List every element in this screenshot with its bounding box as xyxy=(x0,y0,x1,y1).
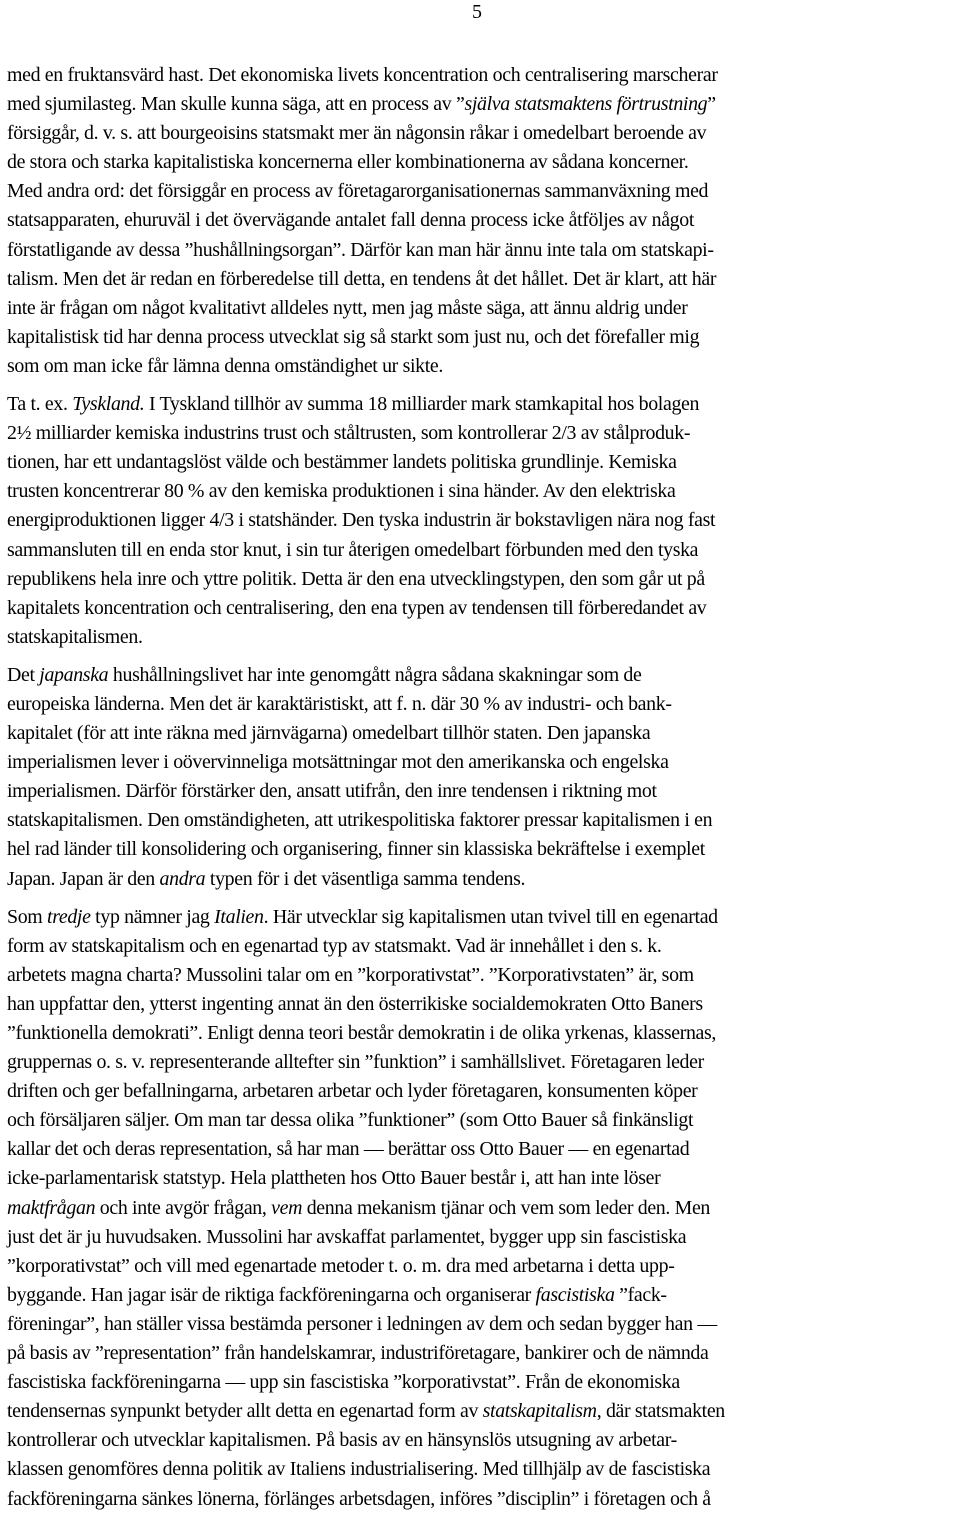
text-run: tionen, har ett undantagslöst välde och bestämmer landets politiska grundlinje. Kemiska xyxy=(7,451,677,474)
text-run: imperialismen. Därför förstärker den, ansatt utifrån, den inre tendensen i riktning mot xyxy=(7,780,657,803)
text-run: kapitalet (för att inte räkna med järnvägarna) omedelbart tillhör staten. Den japanska xyxy=(7,722,651,745)
text-run: fackföreningarna sänkes lönerna, förlänges arbetsdagen, införes ”disciplin” i företagen och å xyxy=(7,1487,711,1510)
paragraph xyxy=(7,903,959,1514)
text-run: Det xyxy=(7,663,40,686)
text-line xyxy=(7,1368,953,1397)
text-run: , där statsmakten xyxy=(596,1400,725,1423)
text-run: gruppernas o. s. v. representerande alltefter sin ”funktion” i samhällslivet. Företagaren leder xyxy=(7,1051,704,1074)
text-line xyxy=(7,1281,953,1310)
text-run: europeiska länderna. Men det är karaktäristiskt, att f. n. där 30 % av industri- och bank- xyxy=(7,692,672,715)
text-line xyxy=(7,990,953,1019)
text-run: talism. Men det är redan en förberedelse till detta, en tendens åt det hållet. Det är klart, att här xyxy=(7,267,717,290)
text-run: . Här utvecklar sig kapitalismen utan tvivel till en egenartad xyxy=(263,905,718,928)
text-line xyxy=(7,1485,953,1514)
text-run: 2½ milliarder kemiska industrins trust och ståltrusten, som kontrollerar 2/3 av stålproduk- xyxy=(7,422,691,445)
text-run: och försäljaren säljer. Om man tar dessa olika ”funktioner” (som Otto Bauer så finkänsligt xyxy=(7,1109,694,1132)
text-line xyxy=(7,236,953,265)
page-number: 5 xyxy=(472,1,482,23)
text-line xyxy=(7,477,953,506)
text-line xyxy=(7,1135,953,1164)
text-run: kallar det och deras representation, så har man — berättar oss Otto Bauer — en egenartad xyxy=(7,1138,690,1161)
paragraph xyxy=(7,390,959,652)
paragraph xyxy=(7,61,959,381)
text-run: byggande. Han jagar isär de riktiga fackföreningarna och organiserar xyxy=(7,1283,536,1306)
text-run: hushållningslivet har inte genomgått några sådana skakningar som de xyxy=(108,663,642,686)
italic-text: statskapitalism xyxy=(482,1400,597,1423)
paragraph-gap xyxy=(7,894,959,903)
italic-text: vem xyxy=(271,1196,303,1219)
italic-text: Italien xyxy=(214,905,264,928)
text-line xyxy=(7,352,953,381)
text-line xyxy=(7,294,953,323)
text-line xyxy=(7,623,953,652)
text-run: ”korporativstat” och vill med egenartade metoder t. o. m. dra med arbetarna i detta upp- xyxy=(7,1254,675,1277)
text-line xyxy=(7,1048,953,1077)
text-run: Ta t. ex. xyxy=(7,393,73,416)
text-run: med en fruktansvärd hast. Det ekonomiska livets koncentration och centralisering marscherar xyxy=(7,64,718,86)
text-run: och inte avgör frågan, xyxy=(95,1196,272,1219)
text-run: just det är ju huvudsaken. Mussolini har avskaffat parlamentet, bygger upp sin fascistiska xyxy=(7,1225,687,1248)
text-run: kontrollerar och utvecklar kapitalismen. På basis av en hänsynslös utsugning av arbetar- xyxy=(7,1429,677,1452)
text-line xyxy=(7,119,953,148)
text-line xyxy=(7,1339,953,1368)
text-run: med sjumilasteg. Man skulle kunna säga, att en process av ” xyxy=(7,93,465,116)
text-run: icke-parlamentarisk statstyp. Hela plattheten hos Otto Bauer består i, att han inte löser xyxy=(7,1167,661,1190)
text-line xyxy=(7,61,953,90)
text-run: på basis av ”representation” från handelskamrar, industriföretagare, bankirer och de nämnda xyxy=(7,1342,709,1365)
text-line xyxy=(7,390,953,419)
paragraph xyxy=(7,661,959,894)
text-line xyxy=(7,748,953,777)
text-run: arbetets magna charta? Mussolini talar om en ”korporativstat”. ”Korporativstaten” är, som xyxy=(7,963,694,986)
text-line xyxy=(7,1426,953,1455)
text-line xyxy=(7,865,953,894)
text-run: energiproduktionen ligger 4/3 i statshänder. Den tyska industrin är bokstavligen nära nog fast xyxy=(7,509,716,532)
text-run: republikens hela inre och yttre politik. Detta är den ena utvecklingstypen, den som går ut på xyxy=(7,567,705,590)
text-line xyxy=(7,1106,953,1135)
text-line xyxy=(7,206,953,235)
text-run: driften och ger befallningarna, arbetaren arbetar och lyder företagaren, konsumenten köper xyxy=(7,1080,698,1103)
text-run: han uppfattar den, ytterst ingenting annat än den österrikiske socialdemokraten Otto Baners xyxy=(7,992,703,1015)
body-text xyxy=(7,61,959,1514)
text-run: Japan. Japan är den xyxy=(7,867,160,890)
text-run: form av statskapitalism och en egenartad typ av statsmakt. Vad är innehållet i den s. k. xyxy=(7,934,662,957)
text-line xyxy=(7,961,953,990)
italic-text: Tyskland. xyxy=(72,393,145,416)
text-run: inte är frågan om något kvalitativt alldeles nytt, men jag måste säga, att ännu aldrig under xyxy=(7,296,688,319)
text-run: förstatligande av dessa ”hushållningsorgan”. Därför kan man här ännu inte tala om statskapi- xyxy=(7,238,714,261)
text-run: de stora och starka kapitalistiska koncernerna eller kombinationerna av sådana koncerner. xyxy=(7,151,689,174)
text-line xyxy=(7,835,953,864)
text-run: trusten koncentrerar 80 % av den kemiska produktionen i sina händer. Av den elektriska xyxy=(7,480,676,503)
text-line xyxy=(7,1455,953,1484)
text-run: typ nämner jag xyxy=(90,905,215,928)
text-run: tendensernas synpunkt betyder allt detta en egenartad form av xyxy=(7,1400,483,1423)
text-run: kapitalets koncentration och centralisering, den ena typen av tendensen till förberedandet av xyxy=(7,596,707,619)
text-run: typen för i det väsentliga samma tendens. xyxy=(205,867,526,890)
text-line xyxy=(7,690,953,719)
text-line xyxy=(7,1310,953,1339)
text-run: Som xyxy=(7,905,48,928)
text-run: klassen genomföres denna politik av Italiens industrialisering. Med tillhjälp av de fascistiska xyxy=(7,1458,711,1481)
text-line xyxy=(7,448,953,477)
text-line xyxy=(7,506,953,535)
text-line xyxy=(7,932,953,961)
italic-text: maktfrågan xyxy=(7,1196,96,1219)
text-line xyxy=(7,536,953,565)
italic-text: själva statsmaktens förtrustning xyxy=(464,93,708,116)
text-line xyxy=(7,148,953,177)
text-run: ”fack- xyxy=(614,1283,667,1306)
text-run: hel rad länder till konsolidering och organisering, finner sin klassiska bekräftelse i exemplet xyxy=(7,838,705,861)
text-run: kapitalistisk tid har denna process utvecklat sig så starkt som just nu, och det förefaller mig xyxy=(7,325,700,348)
text-run: imperialismen lever i oövervinneliga motsättningar mot den amerikanska och engelska xyxy=(7,751,669,774)
text-run: försiggår, d. v. s. att bourgeoisins statsmakt mer än någonsin råkar i omedelbart beroende av xyxy=(7,122,707,145)
italic-text: fascistiska xyxy=(535,1283,615,1306)
text-line xyxy=(7,90,953,119)
text-line xyxy=(7,1397,953,1426)
paragraph-gap xyxy=(7,381,959,390)
text-line xyxy=(7,903,953,932)
text-run: statskapitalismen. Den omständigheten, att utrikespolitiska faktorer pressar kapitalismen i en xyxy=(7,809,713,832)
text-run: I Tyskland tillhör av summa 18 milliarder mark stamkapital hos bolagen xyxy=(144,393,700,416)
text-line xyxy=(7,661,953,690)
text-run: denna mekanism tjänar och vem som leder den. Men xyxy=(302,1196,711,1219)
text-line xyxy=(7,1223,953,1252)
text-line xyxy=(7,777,953,806)
text-run: sammansluten till en enda stor knut, i sin tur återigen omedelbart förbunden med den tyska xyxy=(7,538,699,561)
italic-text: tredje xyxy=(47,905,91,928)
text-line xyxy=(7,1194,953,1223)
text-run: ” xyxy=(707,93,716,116)
text-line xyxy=(7,177,953,206)
text-line xyxy=(7,1077,953,1106)
text-run: statskapitalismen. xyxy=(7,625,143,648)
text-line xyxy=(7,1252,953,1281)
text-run: fascistiska fackföreningarna — upp sin fascistiska ”korporativstat”. Från de ekonomiska xyxy=(7,1371,680,1394)
text-line xyxy=(7,323,953,352)
paragraph-gap xyxy=(7,652,959,661)
italic-text: andra xyxy=(159,867,206,890)
text-line xyxy=(7,565,953,594)
text-line xyxy=(7,1164,953,1193)
text-line xyxy=(7,719,953,748)
text-run: ”funktionella demokrati”. Enligt denna teori består demokratin i de olika yrkenas, klassernas, xyxy=(7,1022,717,1044)
text-run: statsapparaten, ehuruväl i det övervägande antalet fall denna process icke åtföljes av något xyxy=(7,209,695,232)
italic-text: japanska xyxy=(39,663,109,686)
text-line xyxy=(7,419,953,448)
text-run: Med andra ord: det försiggår en process av företagarorganisationernas sammanväxning med xyxy=(7,180,709,203)
text-line xyxy=(7,1019,953,1048)
text-run: föreningar”, han ställer vissa bestämda personer i ledningen av dem och sedan bygger han — xyxy=(7,1312,717,1335)
text-line xyxy=(7,806,953,835)
text-run: som om man icke får lämna denna omständighet ur sikte. xyxy=(7,354,444,377)
text-line xyxy=(7,265,953,294)
text-line xyxy=(7,594,953,623)
